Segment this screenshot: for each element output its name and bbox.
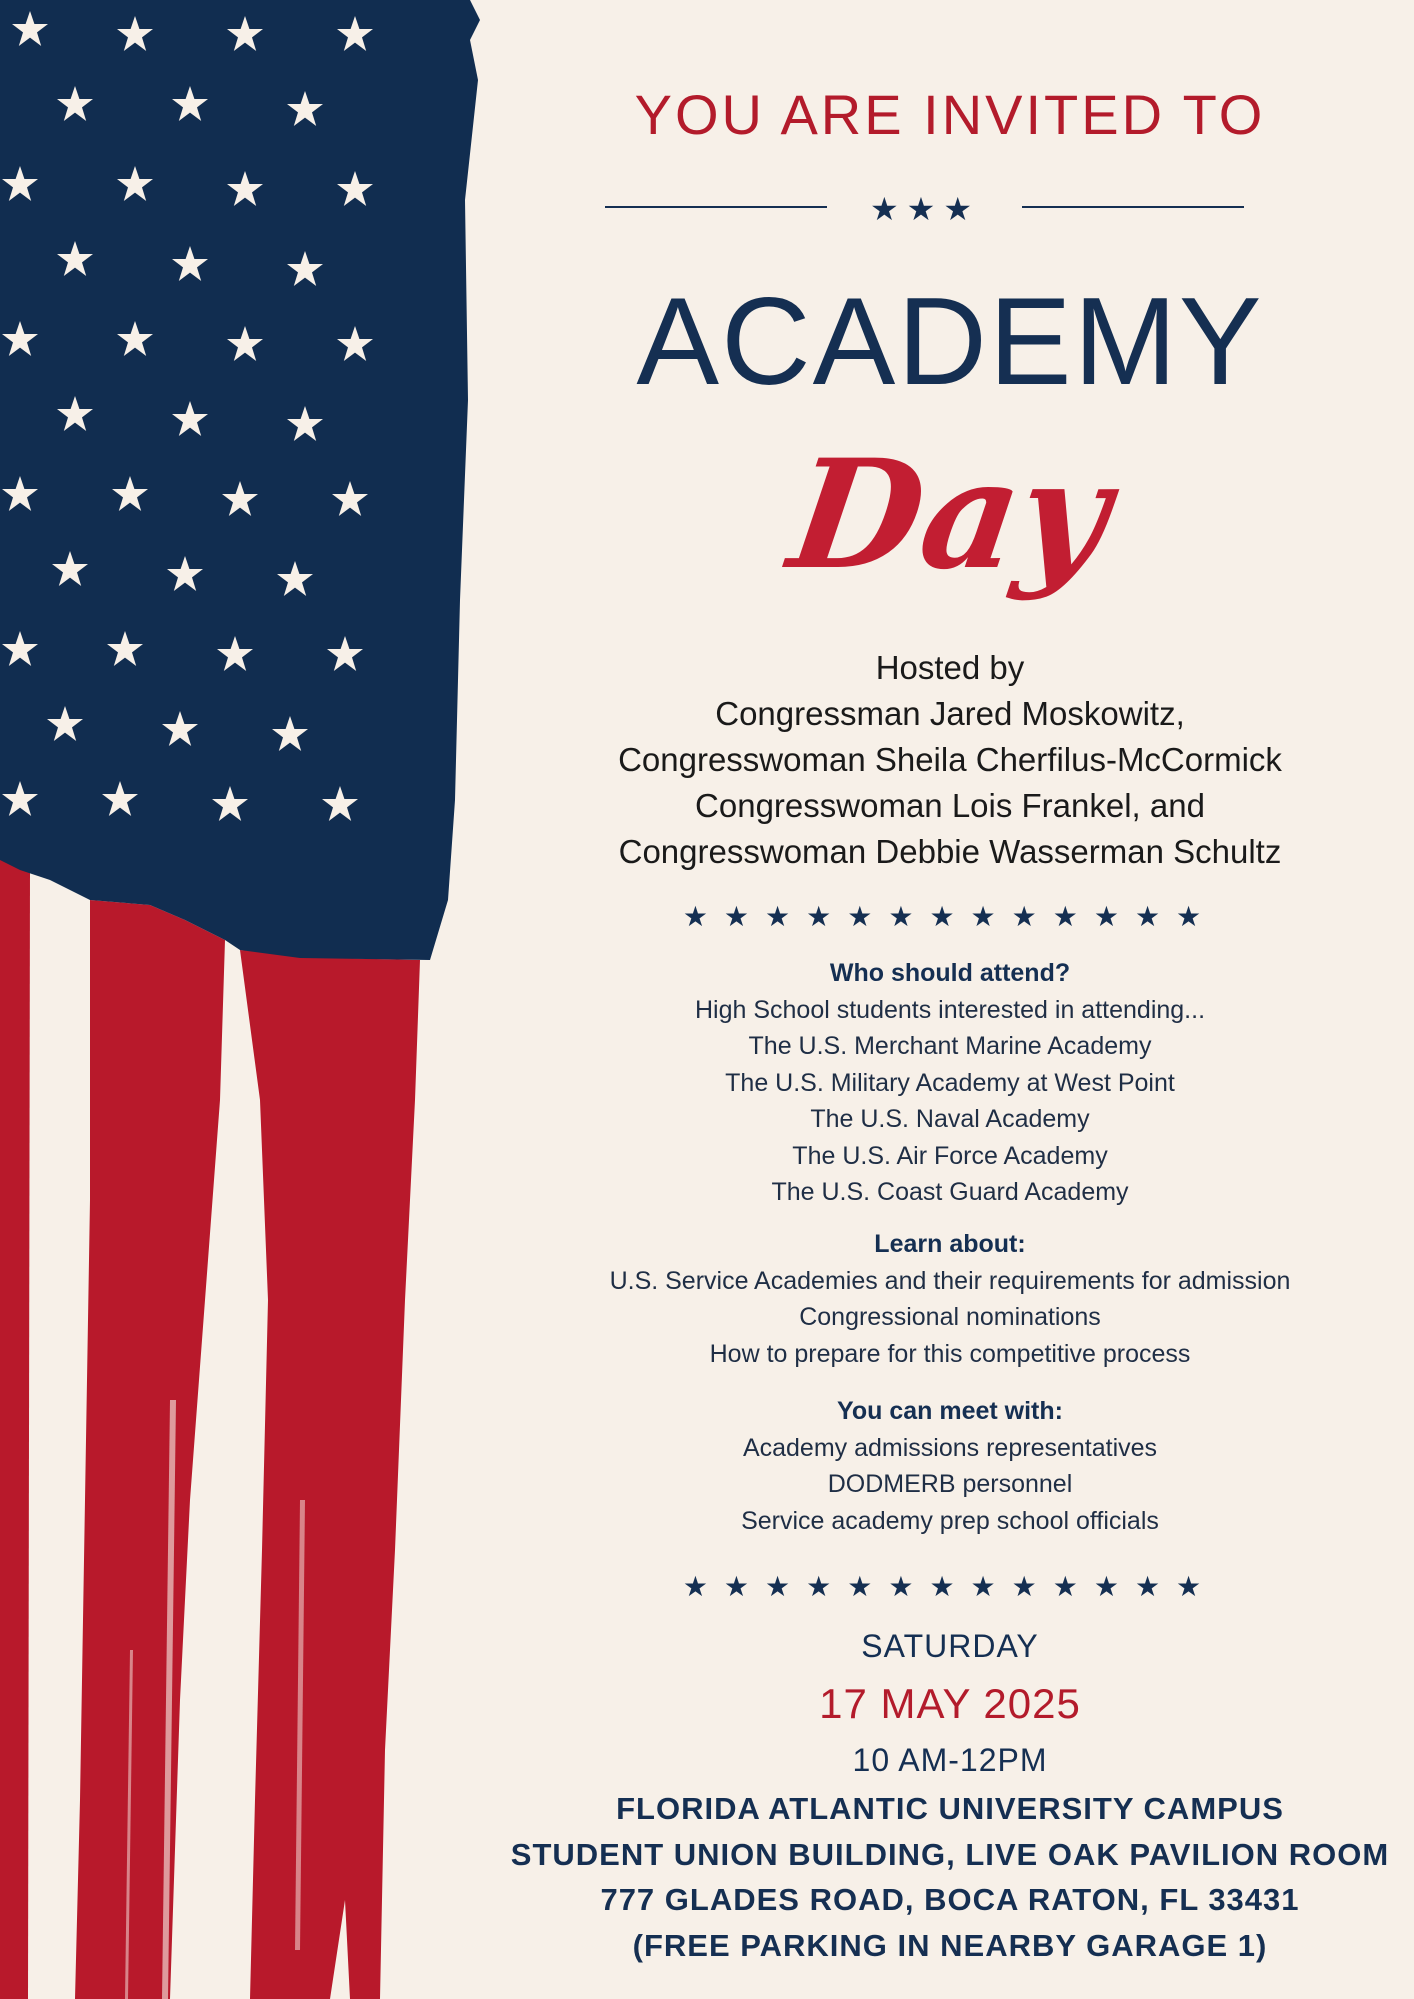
meet-item: Service academy prep school officials bbox=[741, 1506, 1159, 1535]
who-heading: Who should attend? bbox=[829, 959, 1071, 987]
red-stripe bbox=[75, 900, 225, 1999]
host-line: Congresswoman Debbie Wasserman Schultz bbox=[618, 833, 1282, 870]
event-location bbox=[510, 1786, 1390, 1968]
learn-item: Congressional nominations bbox=[799, 1303, 1101, 1331]
host-line: Congresswoman Sheila Cherfilus-McCormick bbox=[618, 741, 1282, 778]
who-item: The U.S. Military Academy at West Point bbox=[725, 1068, 1175, 1097]
star-row-icon: ★★★★★★★★★★★★★ bbox=[682, 901, 1218, 932]
event-time: 10 AM-12PM bbox=[852, 1742, 1048, 1778]
learn-item: How to prepare for this competitive process bbox=[709, 1339, 1191, 1368]
who-item: High School students interested in attending... bbox=[694, 995, 1206, 1024]
meet-heading: You can meet with: bbox=[837, 1397, 1063, 1425]
title-day-script: Day bbox=[780, 427, 1120, 603]
who-item: The U.S. Naval Academy bbox=[810, 1105, 1090, 1133]
blue-canton bbox=[0, 0, 480, 960]
who-item: The U.S. Merchant Marine Academy bbox=[748, 1032, 1152, 1060]
divider-line-right bbox=[1022, 206, 1244, 208]
divider-stars-icon: ★★★ bbox=[869, 191, 981, 227]
red-stripe bbox=[240, 950, 420, 1999]
hosts-block bbox=[520, 645, 1380, 875]
event-date: 17 MAY 2025 bbox=[819, 1680, 1081, 1727]
star-divider bbox=[520, 190, 1380, 226]
american-flag-illustration bbox=[0, 0, 480, 1999]
star-row-icon: ★★★★★★★★★★★★★ bbox=[682, 1571, 1218, 1602]
learn-about-section bbox=[520, 1226, 1380, 1372]
title-academy: ACADEMY bbox=[636, 273, 1264, 411]
who-item: The U.S. Air Force Academy bbox=[792, 1141, 1108, 1170]
meet-item: Academy admissions representatives bbox=[742, 1433, 1158, 1462]
event-venue: FLORIDA ATLANTIC UNIVERSITY CAMPUS bbox=[616, 1791, 1284, 1826]
host-line: Congressman Jared Moskowitz, bbox=[715, 695, 1185, 732]
event-room: STUDENT UNION BUILDING, LIVE OAK PAVILION ROOM bbox=[510, 1836, 1390, 1872]
who-should-attend-section bbox=[520, 955, 1380, 1211]
event-day: SATURDAY bbox=[861, 1628, 1039, 1664]
host-line: Congresswoman Lois Frankel, and bbox=[695, 787, 1205, 824]
divider-line-left bbox=[605, 206, 827, 208]
red-stripe bbox=[0, 855, 30, 1999]
learn-item: U.S. Service Academies and their requirements for admission bbox=[609, 1266, 1291, 1295]
who-item: The U.S. Coast Guard Academy bbox=[771, 1178, 1129, 1206]
invitation-content bbox=[510, 0, 1390, 1999]
event-address: 777 GLADES ROAD, BOCA RATON, FL 33431 bbox=[600, 1882, 1300, 1917]
hosted-by-label: Hosted by bbox=[875, 649, 1025, 686]
event-parking: (FREE PARKING IN NEARBY GARAGE 1) bbox=[632, 1927, 1268, 1963]
meet-item: DODMERB personnel bbox=[827, 1470, 1073, 1498]
invited-heading: YOU ARE INVITED TO bbox=[634, 83, 1266, 146]
learn-heading: Learn about: bbox=[874, 1230, 1026, 1258]
meet-with-section bbox=[520, 1393, 1380, 1539]
